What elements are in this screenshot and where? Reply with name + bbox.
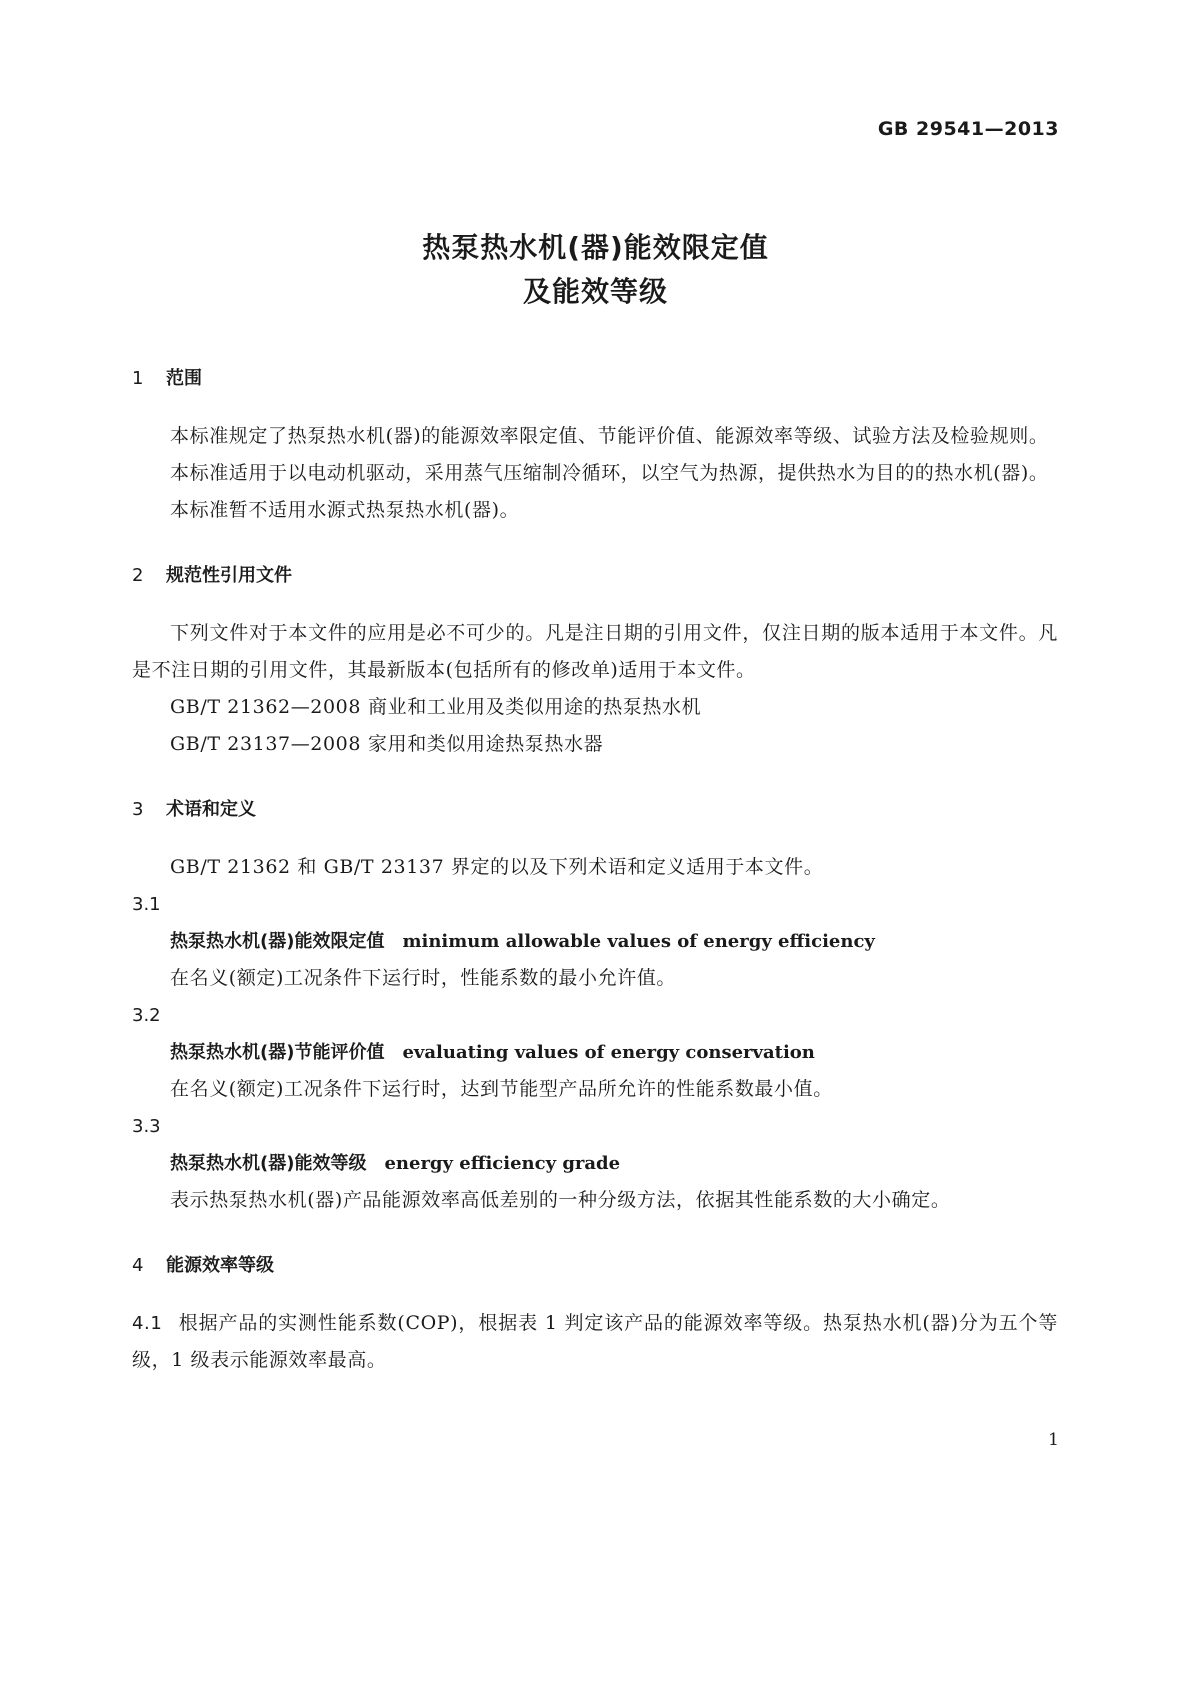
term-zh: 热泵热水机(器)能效等级 [170, 1153, 367, 1174]
term-en: minimum allowable values of energy efficiency [402, 931, 875, 952]
section-number: 1 [132, 368, 144, 389]
term-en: energy efficiency grade [384, 1153, 621, 1174]
section-4-heading [132, 1253, 1058, 1279]
term-zh: 热泵热水机(器)能效限定值 [170, 931, 385, 952]
section-number: 3 [132, 799, 144, 820]
term-definition: 在名义(额定)工况条件下运行时，达到节能型产品所允许的性能系数最小值。 [170, 1078, 833, 1100]
section-number: 2 [132, 565, 144, 586]
section-number: 4 [132, 1255, 144, 1276]
section-title: 术语和定义 [166, 799, 256, 820]
section-2-heading [132, 563, 1058, 589]
clause-number: 4.1 [132, 1313, 163, 1334]
clause-4-1 [132, 1305, 1058, 1379]
term-entry [132, 1034, 1058, 1071]
section-1-heading [132, 366, 1058, 392]
page-number: 1 [1048, 1430, 1059, 1450]
section-3-heading [132, 797, 1058, 823]
paragraph: GB/T 21362 和 GB/T 23137 界定的以及下列术语和定义适用于本文件。 [170, 856, 824, 878]
clause-text: 根据产品的实测性能系数(COP)，根据表 1 判定该产品的能源效率等级。热泵热水机(器)分为五个等级，1 级表示能源效率最高。 [132, 1312, 1058, 1371]
section-title: 范围 [166, 368, 202, 389]
term-entry [132, 1145, 1058, 1182]
document-body [132, 366, 1058, 1379]
normative-reference [132, 689, 1058, 726]
paragraph: 下列文件对于本文件的应用是必不可少的。凡是注日期的引用文件，仅注日期的版本适用于本文件。凡是不注日期的引用文件，其最新版本(包括所有的修改单)适用于本文件。 [132, 622, 1058, 681]
document-title [0, 226, 1191, 314]
term-definition: 表示热泵热水机(器)产品能源效率高低差别的一种分级方法，依据其性能系数的大小确定。 [170, 1189, 951, 1211]
normative-reference [132, 726, 1058, 763]
reference-code: GB/T 23137—2008 [170, 733, 362, 755]
paragraph: 本标准暂不适用水源式热泵热水机(器)。 [170, 499, 520, 521]
title-line-2: 及能效等级 [522, 275, 668, 308]
term-en: evaluating values of energy conservation [402, 1042, 815, 1063]
clause-number: 3.1 [132, 894, 161, 915]
clause-number: 3.3 [132, 1116, 161, 1137]
section-title: 能源效率等级 [166, 1255, 274, 1276]
term-zh: 热泵热水机(器)节能评价值 [170, 1042, 385, 1063]
clause-number: 3.2 [132, 1005, 161, 1026]
standard-number: GB 29541—2013 [877, 118, 1059, 140]
reference-code: GB/T 21362—2008 [170, 696, 362, 718]
reference-title: 家用和类似用途热泵热水器 [368, 733, 604, 755]
reference-title: 商业和工业用及类似用途的热泵热水机 [368, 696, 702, 718]
paragraph: 本标准适用于以电动机驱动，采用蒸气压缩制冷循环，以空气为热源，提供热水为目的的热水机(器)。 [170, 462, 1049, 484]
title-line-1: 热泵热水机(器)能效限定值 [422, 231, 769, 264]
term-entry [132, 923, 1058, 960]
term-definition: 在名义(额定)工况条件下运行时，性能系数的最小允许值。 [170, 967, 677, 989]
section-title: 规范性引用文件 [166, 565, 292, 586]
paragraph: 本标准规定了热泵热水机(器)的能源效率限定值、节能评价值、能源效率等级、试验方法及检验规则。 [170, 425, 1049, 447]
